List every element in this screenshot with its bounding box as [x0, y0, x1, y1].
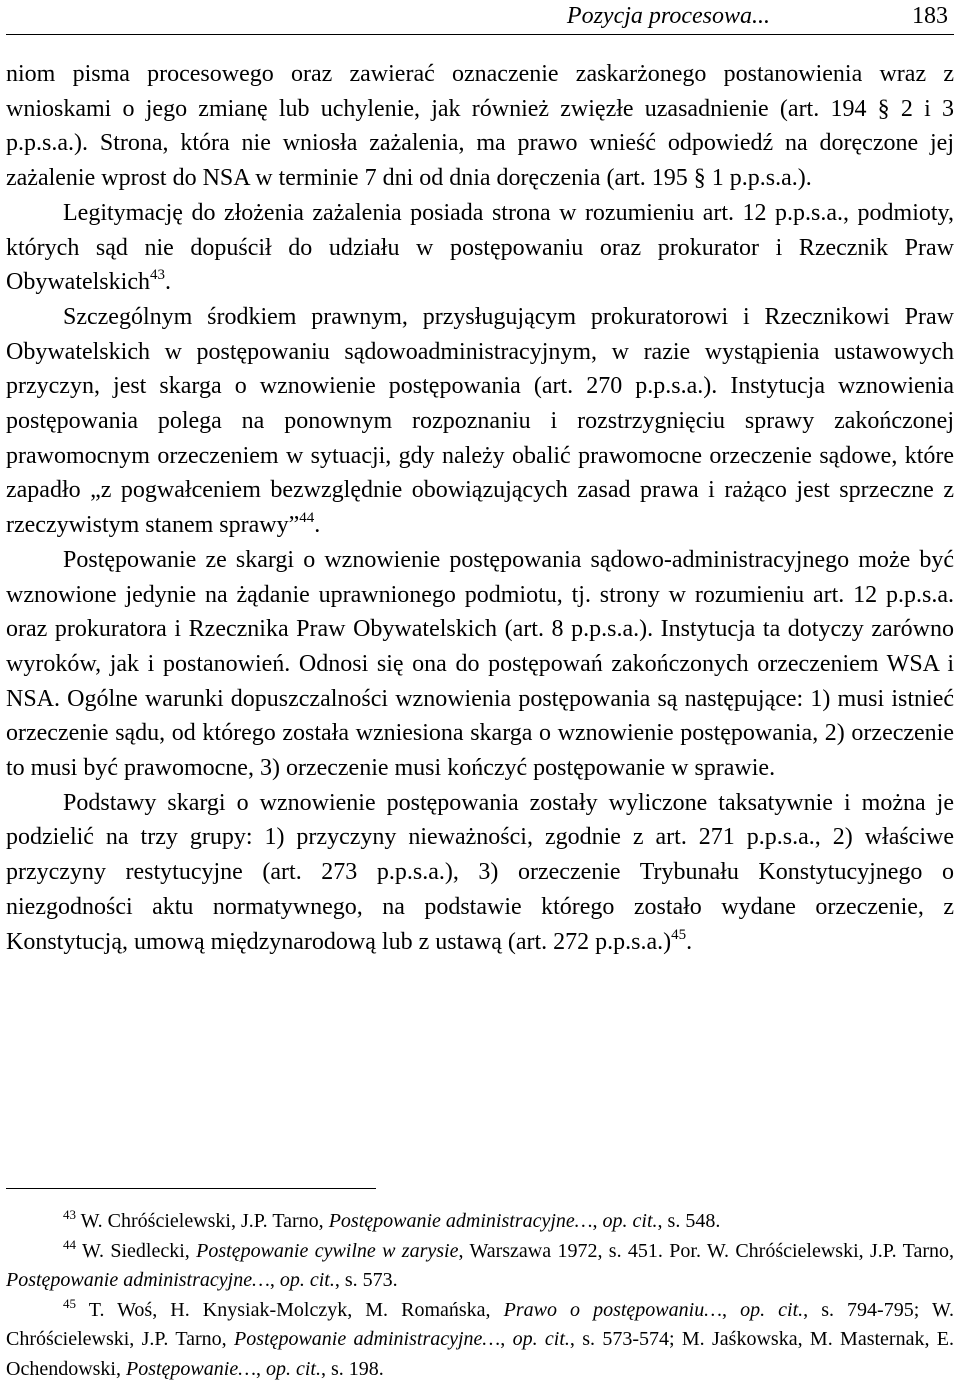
footnotes	[6, 1207, 954, 1384]
paragraph-text: Legitymację do złożenia zażalenia posiada strona w rozumieniu art. 12 p.p.s.a., podmioty, których sąd nie dopuścił do udziału w postępowaniu oraz prokurator i Rzecznik Praw Obywatelskich	[6, 199, 954, 296]
paragraph-text: Szczególnym środkiem prawnym, przysługującym prokuratorowi i Rzecznikowi Praw Obywatelskich w postępowaniu sądowoadministracyjnym, w razie wystąpienia ustawowych przyczyn, jest skarga o wznowienie postępowania (art. 270 p.p.s.a.). Instytucja wznowienia postępowania polega na ponownym rozpoznaniu i rozstrzygnięciu sprawy zakończonej prawomocnym orzeczeniem w sytuacji, gdy należy obalić prawomocne orzeczenie sądowe, które zapadło „z pogwałceniem bezwzględnie obowiązujących zasad prawa i rażąco jest sprzeczne z rzeczywistym stanem sprawy”	[6, 303, 954, 539]
citation-title: Postępowanie…	[125, 1357, 256, 1380]
citation-text: , Warszawa 1972, s. 451. Por. W. Chróścielewski, J.P. Tarno,	[458, 1239, 955, 1262]
citation-title: op. cit.	[740, 1298, 804, 1321]
paragraph-4	[6, 543, 954, 786]
citation-title: Postępowanie administracyjne…	[6, 1269, 270, 1291]
paragraph-2	[6, 196, 954, 300]
citation-text: ,	[269, 1269, 280, 1291]
paragraph-1	[6, 57, 954, 196]
citation-title: op. cit.	[279, 1269, 335, 1291]
citation-text: , s. 794-795; W. Chróścielewski, J.P. Tarno,	[6, 1298, 955, 1350]
footnote-text	[81, 1210, 721, 1232]
footnote-44	[6, 1237, 954, 1296]
citation-text: , s. 573-574; M. Jaśkowska, M. Masternak, E. Ochendowski,	[6, 1328, 954, 1380]
footnote-text	[6, 1240, 954, 1292]
citation-text: ,	[592, 1210, 603, 1232]
paragraph-tail: .	[686, 928, 693, 955]
citation-text: ,	[255, 1357, 266, 1380]
paragraph-text: Postępowanie ze skargi o wznowienie postępowania sądowo-administracyjnego może być wznowione jedynie na żądanie uprawnionego podmiotu, tj. strony w rozumieniu art. 12 p.p.s.a. oraz prokuratora i Rzecznika Praw Obywatelskich (art. 8 p.p.s.a.). Instytucja ta dotyczy zarówno wyroków, jak i postanowień. Odnosi się ona do postępowań zakończonych orzeczeniem WSA i NSA. Ogólne warunki dopuszczalności wznowienia postępowania są następujące: 1) musi istnieć orzeczenie sądu, od którego została wzniesiona skarga o wznowienie postępowania, 2) orzeczenie to musi być prawomocne, 3) orzeczenie musi kończyć postępowanie w sprawie.	[6, 546, 954, 782]
paragraph-text: Podstawy skargi o wznowienie postępowania zostały wyliczone taksatywnie i można je podzielić na trzy grupy: 1) przyczyny nieważności, zgodnie z art. 271 p.p.s.a., 2) właściwe przyczyny restytucyjne (art. 273 p.p.s.a.), 3) orzeczenie Trybunału Konstytucyjnego o niezgodności aktu normatywnego, na podstawie którego zostało wydane orzeczenie, z Konstytucją, umową międzynarodową lub z ustawą (art. 272 p.p.s.a.)	[6, 789, 954, 955]
citation-text: ,	[722, 1298, 741, 1321]
citation-title: op. cit.	[512, 1328, 570, 1350]
citation-title: op. cit.	[265, 1357, 321, 1380]
footnote-ref-43[interactable]: 43	[149, 267, 165, 284]
citation-title: op. cit.	[602, 1210, 658, 1232]
footnote-ref-45[interactable]: 45	[671, 926, 687, 943]
paragraph-5	[6, 786, 954, 960]
footnote-number: 44	[63, 1236, 76, 1252]
citation-text: , s. 198.	[320, 1357, 384, 1380]
citation-title: Postępowanie administracyjne…	[328, 1210, 593, 1232]
page-header	[6, 0, 954, 38]
footnote-number: 45	[63, 1295, 76, 1311]
paragraph-3	[6, 300, 954, 543]
footnote-number: 43	[63, 1207, 76, 1222]
page-number: 183	[912, 3, 948, 29]
header-rule	[6, 34, 954, 35]
citation-text: , s. 573.	[334, 1269, 398, 1291]
citation-text: T. Woś, H. Knysiak-Molczyk, M. Romańska,	[88, 1298, 504, 1321]
citation-title: Postępowanie administracyjne…	[234, 1328, 501, 1350]
citation-text: ,	[500, 1328, 513, 1350]
citation-text: W. Siedlecki,	[81, 1239, 197, 1262]
footnote-ref-44[interactable]: 44	[299, 510, 315, 527]
paragraph-tail: .	[314, 512, 321, 539]
footnote-text	[6, 1299, 954, 1380]
main-text	[6, 57, 954, 959]
running-title: Pozycja procesowa...	[566, 3, 770, 29]
citation-title: Postępowanie cywilne w zarysie	[196, 1239, 459, 1262]
citation-title: Prawo o postępowaniu…	[503, 1298, 722, 1321]
citation-text: , s. 548.	[657, 1210, 721, 1232]
paragraph-text: niom pisma procesowego oraz zawierać oznaczenie zaskarżonego postanowienia wraz z wnioskami o jego zmianę lub uchylenie, jak również zwięzłe uzasadnienie (art. 194 § 2 i 3 p.p.s.a.). Strona, która nie wniosła zażalenia, ma prawo wnieść odpowiedź na doręczone jej zażalenie wprost do NSA w terminie 7 dni od dnia doręczenia (art. 195 § 1 p.p.s.a.).	[6, 61, 954, 192]
paragraph-tail: .	[164, 269, 171, 296]
footnote-45	[6, 1296, 954, 1385]
footnote-43	[6, 1207, 954, 1237]
footnote-separator	[6, 1188, 376, 1189]
citation-text: W. Chróścielewski, J.P. Tarno,	[80, 1210, 329, 1232]
